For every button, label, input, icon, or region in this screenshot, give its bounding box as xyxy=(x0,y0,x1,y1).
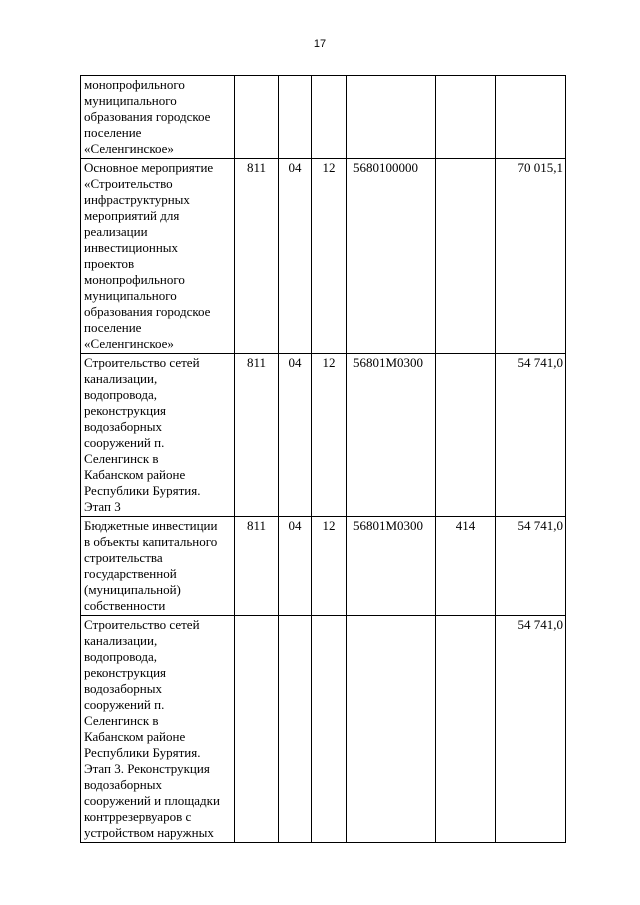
row-target-article-cell xyxy=(347,76,436,159)
row-amount-cell: 70 015,1 xyxy=(496,159,566,354)
row-amount-cell xyxy=(496,76,566,159)
row-section-cell: 04 xyxy=(279,354,312,517)
row-name-cell: Бюджетные инвестиции в объекты капитального строительства государственной (муниципальной) собственности xyxy=(81,517,235,616)
row-expense-type-cell xyxy=(436,76,496,159)
table-row xyxy=(81,159,566,354)
row-expense-type-cell xyxy=(436,159,496,354)
row-subsection-cell xyxy=(312,616,347,843)
row-name-cell: Строительство сетей канализации, водопровода, реконструкция водозаборных сооружений п. Селенгинск в Кабанском районе Республики Бурятия. Этап 3. Реконструкция водозаборных сооружений и площадки контррезервуаров с устройством наружных xyxy=(81,616,235,843)
row-grbs-cell: 811 xyxy=(235,517,279,616)
page-number: 17 xyxy=(313,38,327,50)
row-grbs-cell: 811 xyxy=(235,354,279,517)
row-amount-cell: 54 741,0 xyxy=(496,517,566,616)
row-target-article-cell: 56801M0300 xyxy=(347,354,436,517)
row-section-cell: 04 xyxy=(279,159,312,354)
row-grbs-cell xyxy=(235,616,279,843)
row-subsection-cell: 12 xyxy=(312,159,347,354)
row-subsection-cell: 12 xyxy=(312,354,347,517)
row-expense-type-cell xyxy=(436,616,496,843)
row-section-cell: 04 xyxy=(279,517,312,616)
budget-table xyxy=(80,75,566,843)
row-expense-type-cell xyxy=(436,354,496,517)
row-expense-type-cell: 414 xyxy=(436,517,496,616)
table-row xyxy=(81,517,566,616)
table-row xyxy=(81,354,566,517)
row-grbs-cell: 811 xyxy=(235,159,279,354)
table-row xyxy=(81,76,566,159)
table-row xyxy=(81,616,566,843)
row-target-article-cell: 5680100000 xyxy=(347,159,436,354)
row-subsection-cell: 12 xyxy=(312,517,347,616)
row-name-cell: Основное мероприятие «Строительство инфраструктурных мероприятий для реализации инвестиционных проектов монопрофильного муниципального образования городское поселение «Селенгинское» xyxy=(81,159,235,354)
row-section-cell xyxy=(279,616,312,843)
row-name-cell: монопрофильного муниципального образования городское поселение «Селенгинское» xyxy=(81,76,235,159)
row-name-cell: Строительство сетей канализации, водопровода, реконструкция водозаборных сооружений п. Селенгинск в Кабанском районе Республики Бурятия. Этап 3 xyxy=(81,354,235,517)
row-amount-cell: 54 741,0 xyxy=(496,616,566,843)
row-subsection-cell xyxy=(312,76,347,159)
row-grbs-cell xyxy=(235,76,279,159)
row-target-article-cell xyxy=(347,616,436,843)
row-section-cell xyxy=(279,76,312,159)
row-amount-cell: 54 741,0 xyxy=(496,354,566,517)
row-target-article-cell: 56801M0300 xyxy=(347,517,436,616)
